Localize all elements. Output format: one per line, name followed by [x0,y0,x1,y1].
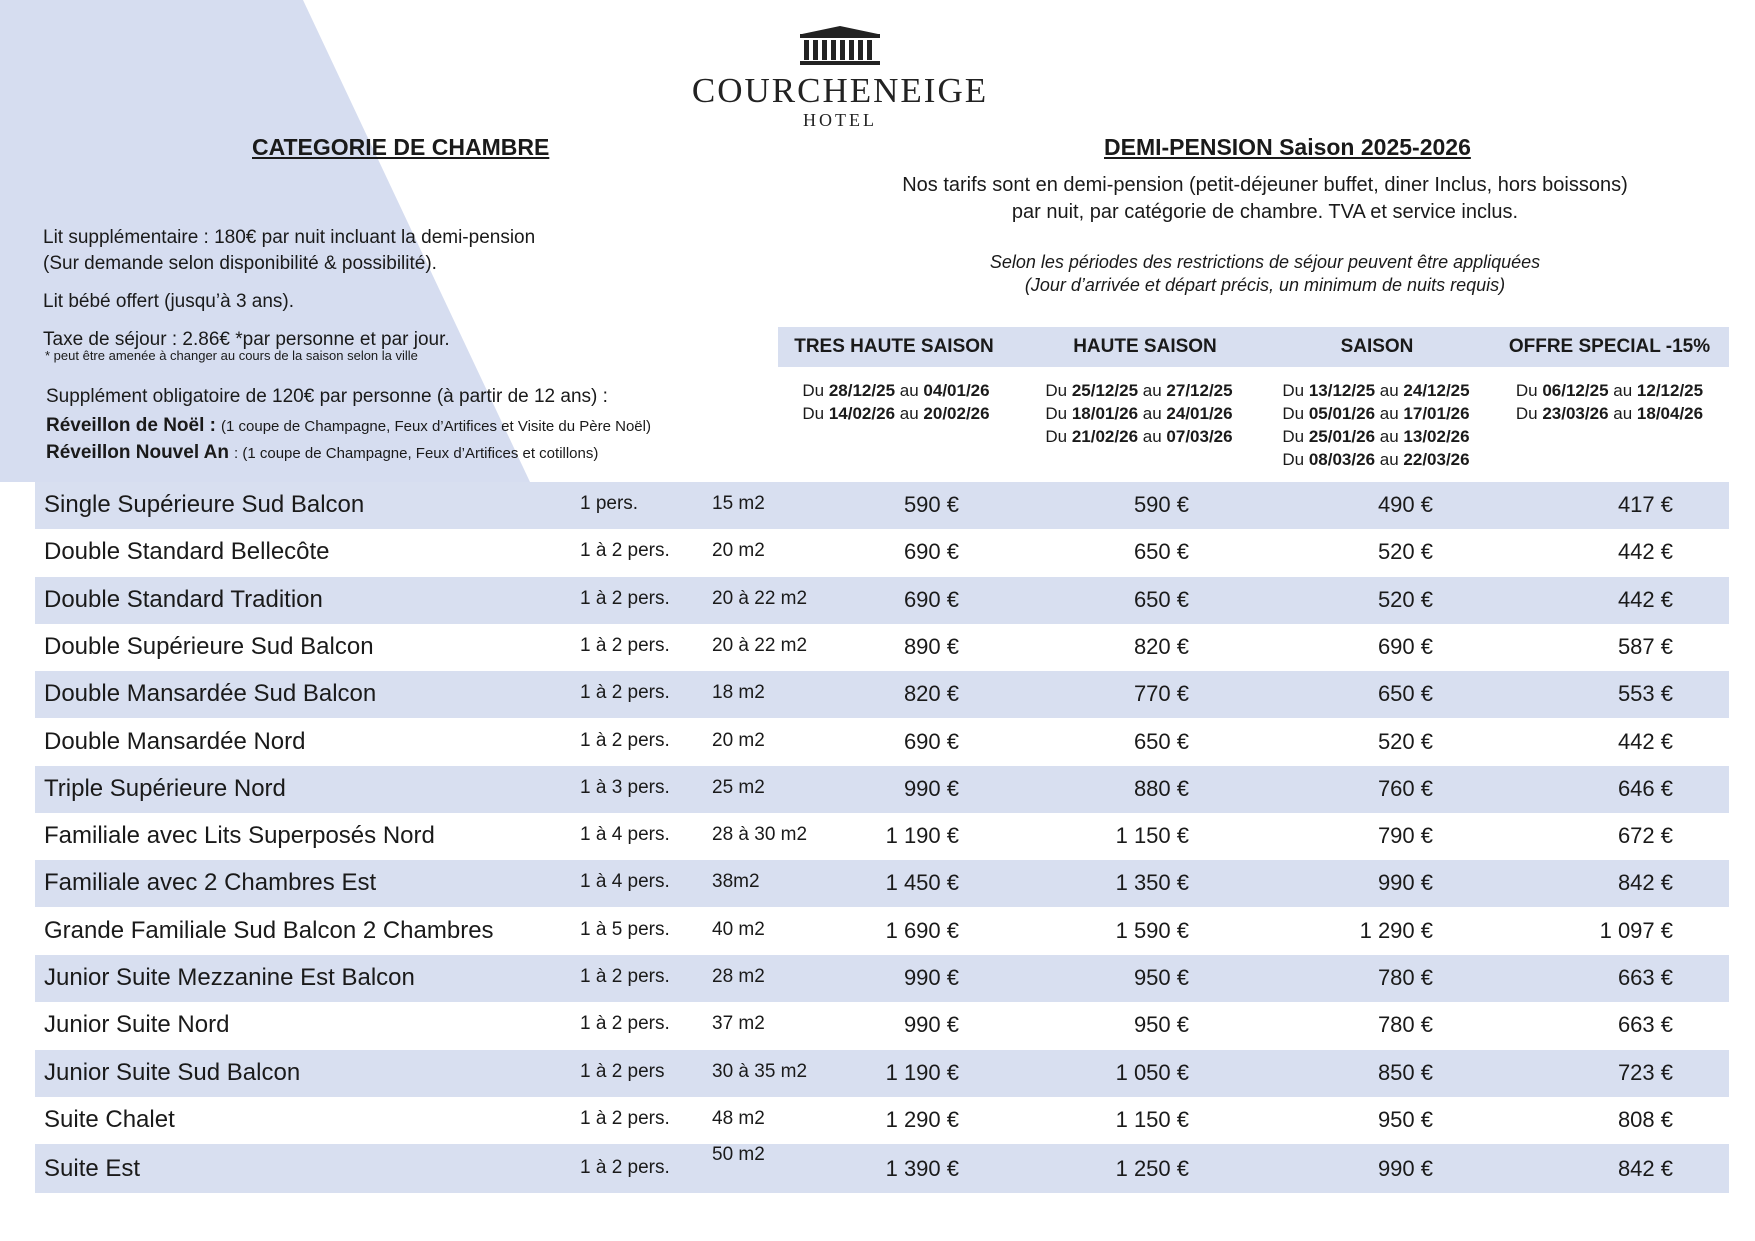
date-end: 13/02/26 [1403,427,1470,446]
room-name: Grande Familiale Sud Balcon 2 Chambres [44,916,494,944]
room-occupancy: 1 à 2 pers. [580,1157,670,1179]
date-range [1490,379,1729,402]
room-occupancy: 1 à 2 pers [580,1060,665,1082]
date-from-word: Du [802,381,825,400]
room-name: Triple Supérieure Nord [44,774,286,802]
date-from-word: Du [1282,381,1305,400]
date-to-word: au [1379,427,1399,446]
date-to-word: au [899,381,919,400]
room-size: 28 m2 [712,966,765,987]
date-start: 25/01/26 [1308,427,1376,446]
date-range [780,379,1012,402]
room-price: 650 € [1377,681,1433,707]
room-size: 25 m2 [712,776,765,798]
room-price: 1 250 € [1115,1156,1189,1182]
table-row [35,1144,1729,1193]
date-from-word: Du [1045,427,1068,446]
room-occupancy: 1 pers. [580,493,639,514]
room-name: Single Supérieure Sud Balcon [44,491,365,518]
date-range [1258,379,1494,402]
room-occupancy: 1 à 2 pers. [580,966,670,987]
date-from-word: Du [1282,450,1305,469]
room-occupancy: 1 à 2 pers. [580,634,670,656]
room-price: 760 € [1377,775,1433,801]
new-year-note [46,441,598,465]
date-end: 24/01/26 [1166,404,1233,423]
intro-text [870,172,1660,226]
date-end: 12/12/25 [1636,381,1704,400]
table-row [35,482,1729,529]
date-end: 24/12/25 [1403,381,1470,400]
room-name: Familiale avec 2 Chambres Est [44,869,377,897]
table-row [35,577,1729,624]
room-size: 37 m2 [712,1013,765,1035]
dates-season [1258,379,1494,471]
room-name: Suite Est [44,1155,141,1183]
date-start: 21/02/26 [1071,427,1139,446]
table-row [35,529,1729,576]
room-price: 820 € [1133,633,1189,659]
room-size: 38m2 [712,871,760,893]
table-row [35,671,1729,718]
logo-subtitle: HOTEL [803,110,877,130]
room-price: 1 190 € [885,1059,959,1085]
room-price: 808 € [1617,1106,1673,1132]
date-to-word: au [1379,381,1399,400]
room-occupancy: 1 à 2 pers. [580,587,670,609]
table-row [35,624,1729,671]
room-price: 780 € [1377,1012,1433,1038]
room-name: Junior Suite Sud Balcon [44,1058,301,1086]
date-end: 17/01/26 [1403,404,1470,423]
room-price: 590 € [1133,492,1189,517]
room-name: Double Mansardée Sud Balcon [44,680,377,708]
room-price: 950 € [1133,1012,1189,1038]
half-board-heading: DEMI-PENSION Saison 2025-2026 [1104,134,1471,160]
table-row [35,1002,1729,1049]
room-price: 990 € [903,1012,959,1038]
table-row [35,955,1729,1002]
room-name: Junior Suite Mezzanine Est Balcon [44,964,415,991]
season-header-special-offer: OFFRE SPECIAL -15% [1508,336,1711,357]
room-price: 553 € [1617,681,1673,707]
room-occupancy: 1 à 2 pers. [580,1013,670,1035]
date-to-word: au [1379,404,1399,423]
extra-bed-line-2: (Sur demande selon disponibilité & possibilité). [43,253,437,274]
date-start: 18/01/26 [1071,404,1139,423]
date-start: 23/03/26 [1542,404,1609,423]
room-size: 20 à 22 m2 [712,587,808,609]
room-price: 1 097 € [1599,917,1673,943]
date-range [1490,402,1729,425]
room-price: 1 690 € [885,917,959,943]
room-price: 1 590 € [1115,917,1189,943]
date-to-word: au [1142,381,1162,400]
date-to-word: au [1379,450,1399,469]
date-range [1258,402,1494,425]
room-price: 690 € [903,539,959,565]
room-occupancy: 1 à 4 pers. [580,871,670,893]
room-occupancy: 1 à 2 pers. [580,540,670,562]
room-size: 28 à 30 m2 [712,824,808,846]
room-size: 18 m2 [712,682,765,704]
date-end: 20/02/26 [923,404,990,423]
date-to-word: au [1142,427,1162,446]
room-price: 520 € [1377,728,1433,754]
date-range [1258,448,1494,471]
room-name: Double Mansardée Nord [44,727,306,755]
room-price: 1 150 € [1115,823,1189,849]
date-to-word: au [1613,404,1633,423]
season-header-very-high: TRES HAUTE SAISON [794,336,994,357]
date-from-word: Du [1045,404,1068,423]
room-size: 50 m2 [712,1144,765,1166]
date-range [1012,425,1266,448]
room-price: 1 150 € [1115,1106,1189,1132]
room-price: 520 € [1377,586,1433,612]
date-start: 06/12/25 [1542,381,1609,400]
christmas-eve-note [46,414,651,438]
room-size: 20 m2 [712,729,765,751]
extra-bed-note [43,225,535,277]
room-occupancy: 1 à 3 pers. [580,776,670,798]
tax-footnote: * peut être amenée à changer au cours de la saison selon la ville [45,348,418,363]
room-price: 1 350 € [1115,870,1189,896]
new-year-label: Réveillon Nouvel An [46,442,229,463]
room-name: Familiale avec Lits Superposés Nord [44,822,435,850]
room-occupancy: 1 à 2 pers. [580,682,670,704]
room-price: 842 € [1617,1156,1673,1182]
room-price: 646 € [1617,775,1673,801]
date-start: 25/12/25 [1071,381,1139,400]
date-start: 05/01/26 [1308,404,1376,423]
room-price: 950 € [1133,965,1189,990]
date-range [1012,379,1266,402]
room-size: 30 à 35 m2 [712,1060,808,1082]
date-to-word: au [1142,404,1162,423]
room-price: 950 € [1377,1106,1433,1132]
room-name: Double Standard Tradition [44,585,323,613]
room-price: 587 € [1617,633,1673,659]
room-price: 1 290 € [885,1106,959,1132]
date-range [780,402,1012,425]
room-size: 15 m2 [712,493,765,514]
room-name: Double Supérieure Sud Balcon [44,632,374,660]
date-to-word: au [899,404,919,423]
date-from-word: Du [1515,381,1538,400]
room-name: Junior Suite Nord [44,1011,230,1039]
room-price: 690 € [903,728,959,754]
room-price: 417 € [1617,492,1673,517]
room-occupancy: 1 à 2 pers. [580,1107,670,1129]
room-price: 650 € [1133,586,1189,612]
date-start: 08/03/26 [1308,450,1376,469]
room-price: 990 € [903,775,959,801]
table-row [35,766,1729,813]
supplement-note: Supplément obligatoire de 120€ par personne (à partir de 12 ans) : [46,386,608,407]
date-from-word: Du [1282,404,1305,423]
room-price: 650 € [1133,539,1189,565]
room-price: 990 € [903,965,959,990]
room-price: 780 € [1377,965,1433,990]
room-price: 1 190 € [885,823,959,849]
room-price: 820 € [903,681,959,707]
room-price: 880 € [1133,775,1189,801]
room-price: 672 € [1617,823,1673,849]
room-occupancy: 1 à 4 pers. [580,824,670,846]
room-price: 520 € [1377,539,1433,565]
date-from-word: Du [1515,404,1538,423]
room-price: 842 € [1617,870,1673,896]
room-price: 1 050 € [1115,1059,1189,1085]
restrictions-text [870,251,1660,297]
hotel-building-icon [798,24,882,68]
hotel-logo [680,24,1000,130]
christmas-eve-detail: (1 coupe de Champagne, Feux d’Artifices et Visite du Père Noël) [221,418,651,435]
table-row [35,860,1729,907]
room-price: 1 290 € [1359,917,1433,943]
room-price: 850 € [1377,1059,1433,1085]
room-price: 690 € [1377,633,1433,659]
room-price: 770 € [1133,681,1189,707]
tourist-tax-note: Taxe de séjour : 2.86€ *par personne et par jour. [43,329,450,350]
room-price: 650 € [1133,728,1189,754]
season-header-season: SAISON [1340,336,1414,357]
logo-brand: COURCHENEIGE [691,71,989,110]
room-price: 723 € [1617,1059,1673,1085]
date-range [1012,402,1266,425]
date-end: 27/12/25 [1166,381,1233,400]
room-size: 20 m2 [712,540,765,562]
date-end: 18/04/26 [1636,404,1704,423]
room-price: 1 450 € [885,870,959,896]
room-price: 442 € [1617,586,1673,612]
room-name: Suite Chalet [44,1105,175,1133]
date-start: 13/12/25 [1308,381,1376,400]
room-price: 990 € [1377,1156,1433,1182]
table-row [35,1097,1729,1144]
date-to-word: au [1613,381,1633,400]
room-category-heading: CATEGORIE DE CHAMBRE [252,134,550,160]
table-row [35,719,1729,766]
date-end: 22/03/26 [1403,450,1470,469]
new-year-detail: : (1 coupe de Champagne, Feux d’Artifices et cotillons) [234,445,599,462]
room-size: 48 m2 [712,1107,765,1129]
date-end: 04/01/26 [923,381,990,400]
dates-high [1012,379,1266,448]
room-name: Double Standard Bellecôte [44,538,330,566]
extra-bed-line-1: Lit supplémentaire : 180€ par nuit incluant la demi-pension [43,227,536,248]
dates-very-high [780,379,1012,425]
table-row [35,1050,1729,1097]
date-start: 14/02/26 [828,404,896,423]
table-row [35,908,1729,955]
date-start: 28/12/25 [828,381,896,400]
room-price: 890 € [903,633,959,659]
table-row [35,813,1729,860]
intro-line-2: par nuit, par catégorie de chambre. TVA et service inclus. [1011,201,1519,223]
intro-line-1: Nos tarifs sont en demi-pension (petit-déjeuner buffet, diner Inclus, hors boissons) [902,174,1628,196]
dates-special-offer [1490,379,1729,425]
room-price: 690 € [903,586,959,612]
room-price: 442 € [1617,539,1673,565]
date-from-word: Du [802,404,825,423]
room-price: 1 390 € [885,1156,959,1182]
date-range [1258,425,1494,448]
baby-bed-note: Lit bébé offert (jusqu’à 3 ans). [43,291,295,312]
room-occupancy: 1 à 2 pers. [580,729,670,751]
date-end: 07/03/26 [1166,427,1233,446]
christmas-eve-label: Réveillon de Noël : [46,415,216,436]
room-price: 590 € [903,492,959,517]
room-occupancy: 1 à 5 pers. [580,918,670,940]
room-price: 663 € [1617,965,1673,990]
room-price: 990 € [1377,870,1433,896]
room-price: 790 € [1377,823,1433,849]
room-size: 20 à 22 m2 [712,634,808,656]
room-price: 442 € [1617,728,1673,754]
date-from-word: Du [1045,381,1068,400]
date-from-word: Du [1282,427,1305,446]
room-price: 663 € [1617,1012,1673,1038]
season-header-high: HAUTE SAISON [1073,336,1217,357]
restrictions-line-2: (Jour d’arrivée et départ précis, un minimum de nuits requis) [1024,275,1506,295]
room-size: 40 m2 [712,918,765,940]
restrictions-line-1: Selon les périodes des restrictions de séjour peuvent être appliquées [989,252,1541,272]
room-price: 490 € [1377,492,1433,517]
